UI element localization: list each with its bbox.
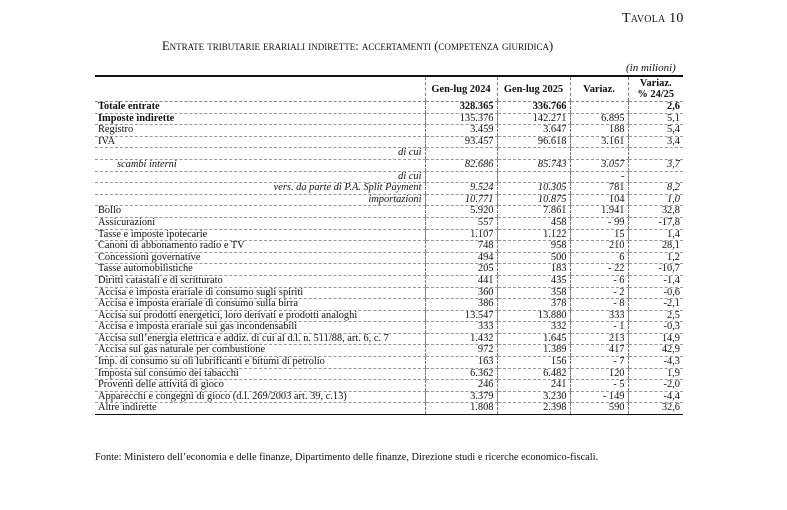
value-2024: 93.457 [425,136,497,148]
value-variazione: 333 [570,310,628,322]
header-gen-lug-2025: Gen-lug 2025 [497,76,570,102]
source-note: Fonte: Ministero dell’economia e delle finanze, Dipartimento delle finanze, Direzione studi e ricerche economico-fiscali. [95,452,599,463]
value-variazione: - 5 [570,380,628,392]
header-variazione: Variaz. [570,76,628,102]
value-variazione-pct [628,148,683,160]
row-label: Imposte indirette [95,113,425,125]
row-label: Apparecchi e congegni di gioco (d.l. 269/2003 art. 39, c.13) [95,391,425,403]
value-2024: 1.107 [425,229,497,241]
table-row [95,113,683,125]
table-row [95,345,683,357]
row-label: Concessioni governative [95,252,425,264]
table-header-row [95,76,683,102]
row-label: di cui [95,148,425,160]
row-label: Diritti catastali e di scritturato [95,275,425,287]
value-variazione: - 8 [570,299,628,311]
value-variazione-pct: 1,0 [628,194,683,206]
value-variazione-pct: -4,3 [628,357,683,369]
value-variazione-pct: 28,1 [628,241,683,253]
value-2025: 1.389 [497,345,570,357]
table-row [95,159,683,171]
unit-note: (in milioni) [626,62,676,74]
value-variazione: - 6 [570,275,628,287]
value-2025: 358 [497,287,570,299]
value-variazione [570,102,628,114]
header-variazione-pct-text: Variaz. % 24/25 [637,78,675,100]
value-variazione-pct: 42,9 [628,345,683,357]
table-row [95,264,683,276]
value-variazione-pct: 32,6 [628,403,683,415]
value-2024: 13.547 [425,310,497,322]
value-2025: 500 [497,252,570,264]
value-variazione-pct: 5,1 [628,113,683,125]
value-variazione-pct: 14,9 [628,333,683,345]
row-label: Accisa sul gas naturale per combustione [95,345,425,357]
value-variazione: - 99 [570,217,628,229]
value-2025: 378 [497,299,570,311]
value-2024: 1.808 [425,403,497,415]
value-2024: 5.920 [425,206,497,218]
value-2025: 1.645 [497,333,570,345]
value-2024: 1.432 [425,333,497,345]
value-variazione: 210 [570,241,628,253]
value-2025: 6.482 [497,368,570,380]
value-2025: 96.618 [497,136,570,148]
table-body [95,102,683,415]
value-2025: 336.766 [497,102,570,114]
value-variazione-pct: 3,7 [628,159,683,171]
table-row [95,171,683,183]
table-row [95,287,683,299]
value-variazione-pct: 1,4 [628,229,683,241]
row-label: Accisa e imposta erariale di consumo sulla birra [95,299,425,311]
row-label: IVA [95,136,425,148]
value-2025: 10.875 [497,194,570,206]
row-label: Bollo [95,206,425,218]
value-variazione: - 7 [570,357,628,369]
value-variazione-pct: -0,6 [628,287,683,299]
table-row [95,403,683,415]
table-row [95,368,683,380]
header-gen-lug-2024: Gen-lug 2024 [425,76,497,102]
value-variazione-pct: -0,3 [628,322,683,334]
row-label: Tasse e imposte ipotecarie [95,229,425,241]
row-label: Imposta sul consumo dei tabacchi [95,368,425,380]
value-2025 [497,171,570,183]
value-2025: 85.743 [497,159,570,171]
table-row [95,299,683,311]
table-row [95,333,683,345]
value-2025: 1.122 [497,229,570,241]
value-2025: 156 [497,357,570,369]
value-variazione: 781 [570,183,628,195]
table-row [95,275,683,287]
value-variazione: 590 [570,403,628,415]
row-label: vers. da parte di P.A. Split Payment [95,183,425,195]
value-variazione: 3.057 [570,159,628,171]
value-2025: 13.880 [497,310,570,322]
value-2024: 386 [425,299,497,311]
value-variazione: 213 [570,333,628,345]
table-title: Entrate tributarie erariali indirette: accertamenti (competenza giuridica) [162,39,554,53]
table-row [95,380,683,392]
value-variazione-pct: 32,8 [628,206,683,218]
revenue-table [95,75,683,415]
row-label: Accisa sull’energia elettrica e addiz. di cui al d.l. n. 511/88, art. 6, c. 7 [95,333,425,345]
table-row [95,217,683,229]
value-variazione-pct: -4,4 [628,391,683,403]
value-2025: 241 [497,380,570,392]
table-row [95,229,683,241]
value-2024: 328.365 [425,102,497,114]
value-2024: 333 [425,322,497,334]
value-variazione [570,148,628,160]
value-variazione: 6 [570,252,628,264]
table-row [95,357,683,369]
value-variazione-pct: 1,9 [628,368,683,380]
value-2024: 972 [425,345,497,357]
value-2024: 205 [425,264,497,276]
value-variazione-pct: -1,4 [628,275,683,287]
value-2025: 332 [497,322,570,334]
value-2025: 2.398 [497,403,570,415]
value-variazione: - 2 [570,287,628,299]
value-variazione: - 149 [570,391,628,403]
row-label: Totale entrate [95,102,425,114]
value-variazione-pct: 8,2 [628,183,683,195]
value-2024: 10.771 [425,194,497,206]
row-label: Assicurazioni [95,217,425,229]
row-label: Canoni di abbonamento radio e TV [95,241,425,253]
value-variazione-pct: 2,6 [628,102,683,114]
row-label: scambi interni [95,159,425,171]
row-label: Tasse automobilistiche [95,264,425,276]
value-variazione-pct: -17,8 [628,217,683,229]
table-row [95,310,683,322]
table-row [95,241,683,253]
row-label: Accisa e imposta erariale di consumo sugli spiriti [95,287,425,299]
table-row [95,136,683,148]
value-variazione-pct: -2,0 [628,380,683,392]
value-variazione: 15 [570,229,628,241]
value-2024: 6.362 [425,368,497,380]
value-variazione: - 22 [570,264,628,276]
value-variazione-pct: -2,1 [628,299,683,311]
value-2025: 435 [497,275,570,287]
value-variazione: 188 [570,125,628,137]
row-label: Registro [95,125,425,137]
value-2025: 10.305 [497,183,570,195]
value-2024: 82.686 [425,159,497,171]
value-2024 [425,148,497,160]
table-row [95,206,683,218]
value-variazione: 6.895 [570,113,628,125]
row-label: di cui [95,171,425,183]
table-row [95,194,683,206]
value-2025 [497,148,570,160]
value-variazione: 104 [570,194,628,206]
row-label: importazioni [95,194,425,206]
value-2025: 7.861 [497,206,570,218]
value-2024: 3.459 [425,125,497,137]
value-variazione-pct: 3,4 [628,136,683,148]
value-2024: 557 [425,217,497,229]
value-2024: 441 [425,275,497,287]
value-2025: 3.647 [497,125,570,137]
row-label: Accisa e imposta erariale sui gas incondensabili [95,322,425,334]
value-2024: 246 [425,380,497,392]
table-row [95,148,683,160]
value-variazione: - [570,171,628,183]
value-variazione-pct: 2,5 [628,310,683,322]
value-variazione: 417 [570,345,628,357]
value-2024: 9.524 [425,183,497,195]
row-label: Altre indirette [95,403,425,415]
value-2025: 142.271 [497,113,570,125]
table-row [95,183,683,195]
value-variazione-pct [628,171,683,183]
value-2024: 3.379 [425,391,497,403]
value-variazione: 1.941 [570,206,628,218]
value-2025: 958 [497,241,570,253]
row-label: Proventi delle attività di gioco [95,380,425,392]
table-row [95,125,683,137]
value-2025: 3.230 [497,391,570,403]
value-variazione-pct: 1,2 [628,252,683,264]
table-row [95,322,683,334]
table-row [95,102,683,114]
table-number: Tavola 10 [622,11,684,26]
value-variazione: 120 [570,368,628,380]
value-2024: 360 [425,287,497,299]
header-label [95,76,425,102]
header-variazione-pct [628,76,683,102]
value-variazione-pct: -10,7 [628,264,683,276]
value-2025: 183 [497,264,570,276]
value-variazione: 3.161 [570,136,628,148]
value-variazione-pct: 5,4 [628,125,683,137]
value-2024: 748 [425,241,497,253]
value-2024: 135.376 [425,113,497,125]
value-2024: 494 [425,252,497,264]
row-label: Accisa sui prodotti energetici, loro derivati e prodotti analoghi [95,310,425,322]
value-2024: 163 [425,357,497,369]
value-2024 [425,171,497,183]
table-row [95,391,683,403]
value-variazione: - 1 [570,322,628,334]
row-label: Imp. di consumo su oli lubrificanti e bitumi di petrolio [95,357,425,369]
value-2025: 458 [497,217,570,229]
table-row [95,252,683,264]
